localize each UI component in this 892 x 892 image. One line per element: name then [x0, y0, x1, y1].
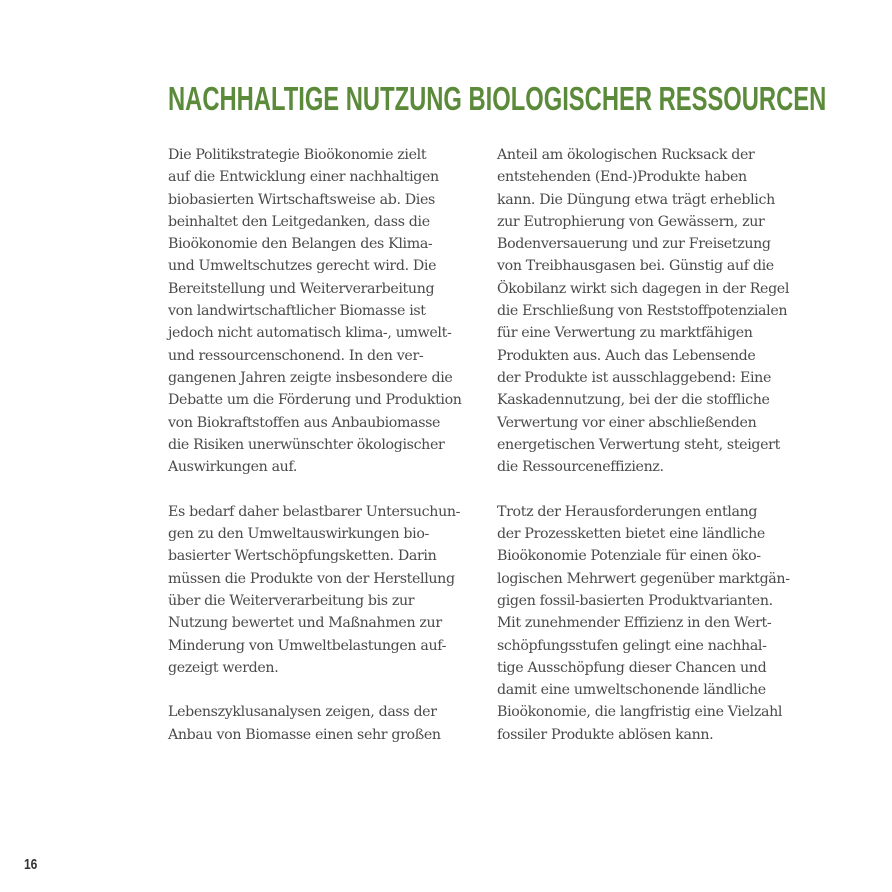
text-line: Nutzung bewertet und Maßnahmen zur	[168, 615, 442, 632]
text-line: Minderung von Umweltbelastungen auf-	[168, 637, 447, 654]
text-line: Lebenszyklusanalysen zeigen, dass der	[168, 704, 437, 721]
text-line: kann. Die Düngung etwa trägt erheblich	[497, 191, 775, 208]
text-line: jedoch nicht automatisch klima-, umwelt-	[168, 325, 452, 342]
text-line: tige Ausschöpfung dieser Chancen und	[497, 659, 767, 676]
text-line	[168, 679, 488, 701]
text-line: von landwirtschaftlicher Biomasse ist	[168, 303, 426, 320]
text-line: fossiler Produkte ablösen kann.	[497, 726, 714, 743]
text-line: Anteil am ökologischen Rucksack der	[497, 147, 755, 163]
text-line: Bereitstellung und Weiterverarbeitung	[168, 280, 435, 297]
text-line: der Produkte ist ausschlaggebend: Eine	[497, 369, 772, 386]
text-line: logischen Mehrwert gegenüber marktgän-	[497, 570, 790, 587]
text-line: von Treibhausgasen bei. Günstig auf die	[497, 258, 774, 275]
text-line: Kaskadennutzung, bei der die stoffliche	[497, 392, 770, 409]
text-line: basierter Wertschöpfungsketten. Darin	[168, 548, 437, 565]
text-column-right	[497, 144, 817, 746]
text-line: die Ressourceneffizienz.	[497, 459, 664, 476]
text-line: Bioökonomie den Belangen des Klima-	[168, 236, 433, 253]
text-line: Trotz der Herausforderungen entlang	[497, 503, 758, 520]
text-line: müssen die Produkte von der Herstellung	[168, 570, 455, 587]
text-line: Es bedarf daher belastbarer Untersuchun-	[168, 503, 461, 520]
text-column-left	[168, 144, 488, 746]
text-line: die Risiken unerwünschter ökologischer	[168, 436, 445, 453]
text-line: gangenen Jahren zeigte insbesondere die	[168, 369, 453, 386]
text-line: Bioökonomie, die langfristig eine Vielzahl	[497, 704, 783, 721]
text-line: Auswirkungen auf.	[168, 459, 298, 476]
text-line: gen zu den Umweltauswirkungen bio-	[168, 526, 429, 543]
text-line: Ökobilanz wirkt sich dagegen in der Regel	[497, 280, 790, 297]
text-line: der Prozessketten bietet eine ländliche	[497, 526, 765, 543]
text-line: schöpfungsstufen gelingt eine nachhal-	[497, 637, 767, 654]
text-line: Produkten aus. Auch das Lebensende	[497, 347, 756, 364]
text-line: Bioökonomie Potenziale für einen öko-	[497, 548, 761, 565]
page-number: 16	[24, 856, 38, 873]
text-line: und Umweltschutzes gerecht wird. Die	[168, 258, 437, 275]
text-line	[168, 478, 488, 500]
text-line: für eine Verwertung zu marktfähigen	[497, 325, 753, 342]
text-line: damit eine umweltschonende ländliche	[497, 682, 766, 699]
text-line: gezeigt werden.	[168, 659, 279, 676]
text-line: Verwertung vor einer abschließenden	[497, 414, 757, 431]
text-line: Mit zunehmender Effizienz in den Wert-	[497, 615, 772, 632]
text-line: die Erschließung von Reststoffpotenzialen	[497, 303, 788, 320]
text-line	[497, 478, 817, 500]
text-line: von Biokraftstoffen aus Anbaubiomasse	[168, 414, 441, 431]
text-line: Debatte um die Förderung und Produktion	[168, 392, 462, 409]
text-line: entstehenden (End-)Produkte haben	[497, 169, 747, 186]
text-line: und ressourcenschonend. In den ver-	[168, 347, 424, 364]
text-line: biobasierten Wirtschaftsweise ab. Dies	[168, 191, 435, 208]
text-line: Die Politikstrategie Bioökonomie zielt	[168, 147, 427, 163]
text-line: beinhaltet den Leitgedanken, dass die	[168, 213, 430, 230]
text-line: Bodenversauerung und zur Freisetzung	[497, 236, 771, 253]
text-line: auf die Entwicklung einer nachhaltigen	[168, 169, 439, 186]
page-title: NACHHALTIGE NUTZUNG BIOLOGISCHER RESSOURCEN	[168, 80, 827, 117]
text-line: zur Eutrophierung von Gewässern, zur	[497, 213, 765, 230]
text-line: gigen fossil-basierten Produktvarianten.	[497, 592, 773, 609]
text-line: energetischen Verwertung steht, steigert	[497, 436, 780, 453]
text-line: über die Weiterverarbeitung bis zur	[168, 592, 415, 609]
text-line: Anbau von Biomasse einen sehr großen	[168, 726, 441, 743]
